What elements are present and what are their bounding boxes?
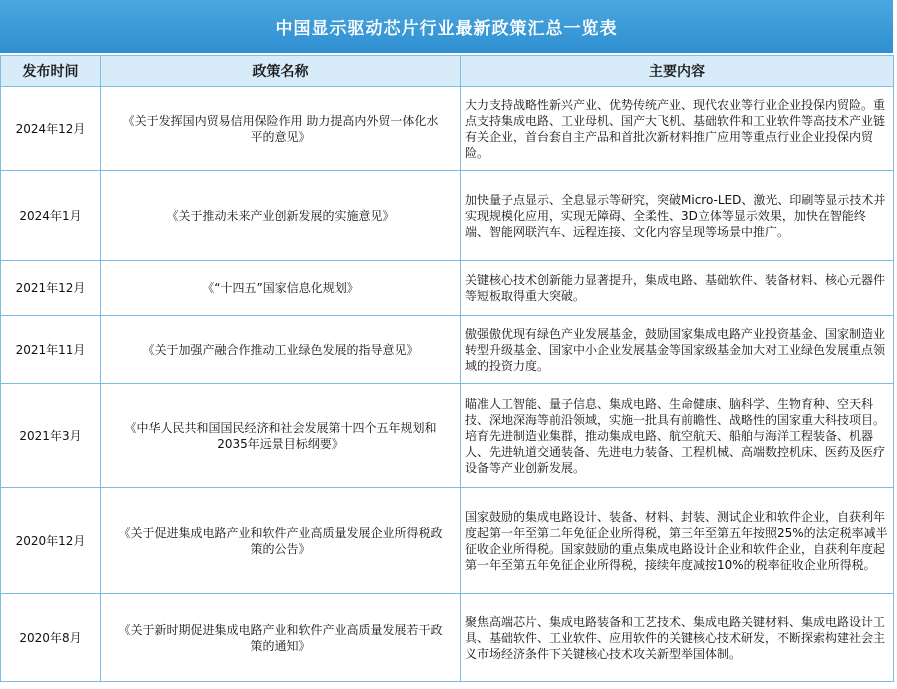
row-date: 2020年12月 xyxy=(1,488,101,594)
row-policy-name: 《“十四五”国家信息化规划》 xyxy=(101,261,461,316)
header-row xyxy=(1,56,894,87)
table-title: 中国显示驱动芯片行业最新政策汇总一览表 xyxy=(0,0,893,53)
row-policy-name: 《关于推动未来产业创新发展的实施意见》 xyxy=(101,171,461,261)
row-date: 2021年3月 xyxy=(1,384,101,488)
row-policy-name: 《关于发挥国内贸易信用保险作用 助力提高内外贸一体化水平的意见》 xyxy=(101,87,461,171)
table-row xyxy=(1,594,894,682)
row-date: 2021年11月 xyxy=(1,316,101,384)
row-policy-name: 《中华人民共和国国民经济和社会发展第十四个五年规划和2035年远景目标纲要》 xyxy=(101,384,461,488)
row-content: 国家鼓励的集成电路设计、装备、材料、封装、测试企业和软件企业，自获利年度起第一年至第二年免征企业所得税，第三年至第五年按照25%的法定税率减半征收企业所得税。国家鼓励的重点集成电路设计企业和软件企业，自获利年度起第一年至第五年免征企业所得税，接续年度减按10%的税率征收企业所得税。 xyxy=(461,488,894,594)
header-date: 发布时间 xyxy=(1,56,101,87)
row-date: 2024年1月 xyxy=(1,171,101,261)
row-content: 加快量子点显示、全息显示等研究，突破Micro-LED、激光、印刷等显示技术并实现规模化应用，实现无障碍、全柔性、3D立体等显示效果，加快在智能终端、智能网联汽车、远程连接、文化内容呈现等场景中推广。 xyxy=(461,171,894,261)
row-date: 2020年8月 xyxy=(1,594,101,682)
row-date: 2024年12月 xyxy=(1,87,101,171)
table-row xyxy=(1,171,894,261)
row-policy-name: 《关于新时期促进集成电路产业和软件产业高质量发展若干政策的通知》 xyxy=(101,594,461,682)
table-row xyxy=(1,87,894,171)
row-policy-name: 《关于加强产融合作推动工业绿色发展的指导意见》 xyxy=(101,316,461,384)
row-content: 瞄准人工智能、量子信息、集成电路、生命健康、脑科学、生物育种、空天科技、深地深海等前沿领域，实施一批具有前瞻性、战略性的国家重大科技项目。培育先进制造业集群，推动集成电路、航空航天、船舶与海洋工程装备、机器人、先进轨道交通装备、先进电力装备、工程机械、高端数控机床、医药及医疗设备等产业创新发展。 xyxy=(461,384,894,488)
table-row xyxy=(1,384,894,488)
header-name: 政策名称 xyxy=(101,56,461,87)
row-content: 关键核心技术创新能力显著提升，集成电路、基础软件、装备材料、核心元器件等短板取得重大突破。 xyxy=(461,261,894,316)
header-content: 主要内容 xyxy=(461,56,894,87)
row-content: 聚焦高端芯片、集成电路装备和工艺技术、集成电路关键材料、集成电路设计工具、基础软件、工业软件、应用软件的关键核心技术研发，不断探索构建社会主义市场经济条件下关键核心技术攻关新型举国体制。 xyxy=(461,594,894,682)
row-content: 傲强傲优现有绿色产业发展基金，鼓励国家集成电路产业投资基金、国家制造业转型升级基金、国家中小企业发展基金等国家级基金加大对工业绿色发展重点领域的投资力度。 xyxy=(461,316,894,384)
row-content: 大力支持战略性新兴产业、优势传统产业、现代农业等行业企业投保内贸险。重点支持集成电路、工业母机、国产大飞机、基础软件和工业软件等高技术产业链有关企业，首台套自主产品和首批次新材料推广应用等重点行业企业投保内贸险。 xyxy=(461,87,894,171)
row-policy-name: 《关于促进集成电路产业和软件产业高质量发展企业所得税政策的公告》 xyxy=(101,488,461,594)
table-row xyxy=(1,261,894,316)
row-date: 2021年12月 xyxy=(1,261,101,316)
table-row xyxy=(1,488,894,594)
policy-table xyxy=(0,55,894,682)
table-row xyxy=(1,316,894,384)
